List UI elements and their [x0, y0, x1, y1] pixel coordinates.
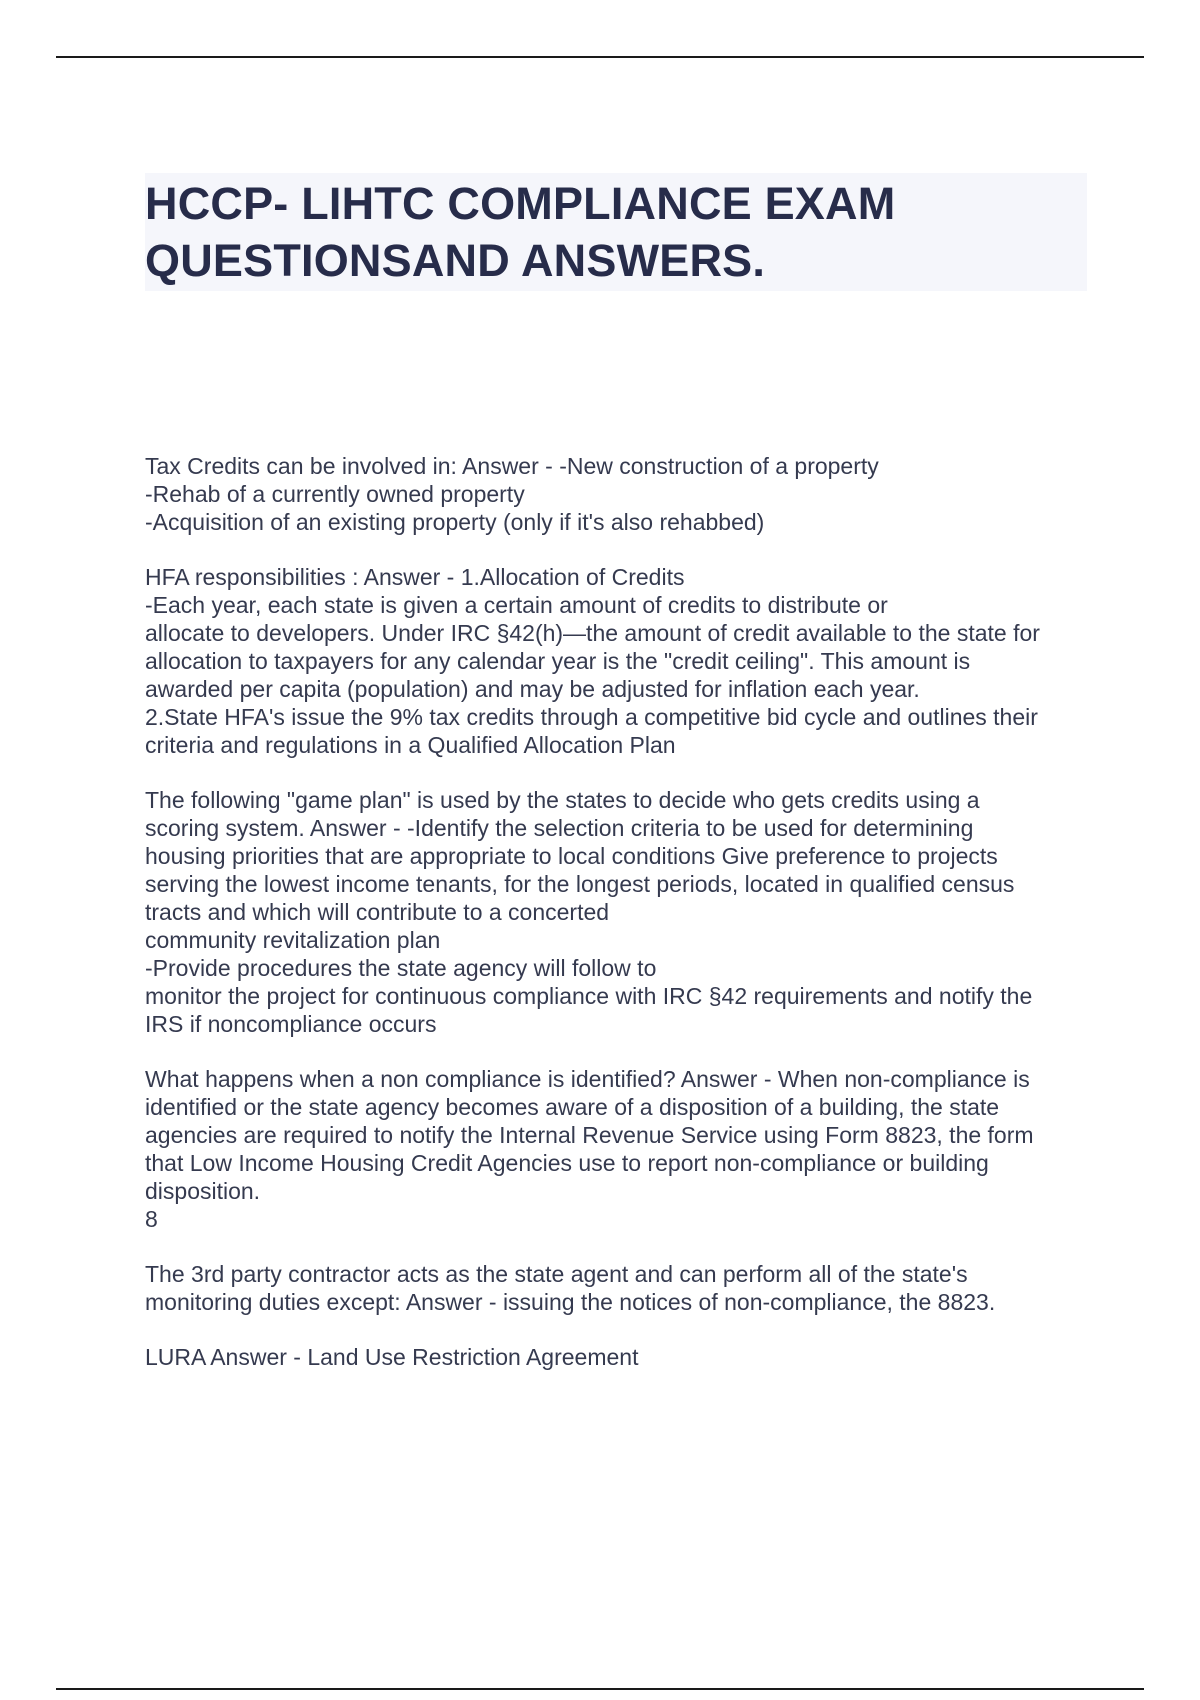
header-rule — [56, 56, 1144, 58]
title-block — [145, 173, 1087, 291]
text-line: Tax Credits can be involved in: Answer - -New construction of a property — [145, 453, 879, 479]
text-line: allocate to developers. Under IRC §42(h)—the amount of credit available to the state for — [145, 620, 1040, 646]
text-line: serving the lowest income tenants, for the longest periods, located in qualified census — [145, 871, 1015, 897]
text-line: 8 — [145, 1206, 158, 1232]
title-line: HCCP- LIHTC COMPLIANCE EXAM — [145, 178, 896, 229]
qa-entry-non-compliance — [145, 1065, 1105, 1233]
text-line: The following "game plan" is used by the states to decide who gets credits using a — [145, 787, 980, 813]
text-line: What happens when a non compliance is identified? Answer - When non-compliance is — [145, 1066, 1030, 1092]
text-line: tracts and which will contribute to a concerted — [145, 899, 610, 925]
text-line: awarded per capita (population) and may be adjusted for inflation each year. — [145, 676, 920, 702]
text-line: The 3rd party contractor acts as the state agent and can perform all of the state's — [145, 1261, 968, 1287]
text-line: monitor the project for continuous compliance with IRC §42 requirements and notify the — [145, 983, 1033, 1009]
text-line: -Acquisition of an existing property (only if it's also rehabbed) — [145, 509, 765, 535]
text-line: that Low Income Housing Credit Agencies use to report non-compliance or building — [145, 1150, 989, 1176]
text-line: -Provide procedures the state agency will follow to — [145, 955, 657, 981]
text-line: scoring system. Answer - -Identify the selection criteria to be used for determining — [145, 815, 974, 841]
text-line: IRS if noncompliance occurs — [145, 1011, 437, 1037]
text-line: identified or the state agency becomes aware of a disposition of a building, the state — [145, 1094, 1000, 1120]
text-line: 2.State HFA's issue the 9% tax credits through a competitive bid cycle and outlines their — [145, 704, 1038, 730]
text-line: -Each year, each state is given a certain amount of credits to distribute or — [145, 592, 888, 618]
text-line: LURA Answer - Land Use Restriction Agreement — [145, 1344, 639, 1370]
qa-list — [145, 452, 1105, 1398]
text-line: monitoring duties except: Answer - issuing the notices of non-compliance, the 8823. — [145, 1289, 996, 1315]
footer-rule — [56, 1688, 1144, 1690]
text-line: housing priorities that are appropriate to local conditions Give preference to projects — [145, 843, 998, 869]
text-line: agencies are required to notify the Internal Revenue Service using Form 8823, the form — [145, 1122, 1034, 1148]
text-line: -Rehab of a currently owned property — [145, 481, 525, 507]
qa-entry-third-party — [145, 1260, 1105, 1316]
qa-entry-game-plan — [145, 786, 1105, 1038]
text-line: HFA responsibilities : Answer - 1.Allocation of Credits — [145, 564, 685, 590]
text-line: criteria and regulations in a Qualified Allocation Plan — [145, 732, 676, 758]
qa-entry-hfa-responsibilities — [145, 563, 1105, 759]
text-line: disposition. — [145, 1178, 261, 1204]
page-title — [145, 175, 1087, 289]
qa-entry-tax-credits — [145, 452, 1105, 536]
text-line: allocation to taxpayers for any calendar year is the "credit ceiling". This amount is — [145, 648, 971, 674]
text-line: community revitalization plan — [145, 927, 441, 953]
title-line: QUESTIONSAND ANSWERS. — [145, 235, 766, 286]
qa-entry-lura — [145, 1343, 1105, 1371]
